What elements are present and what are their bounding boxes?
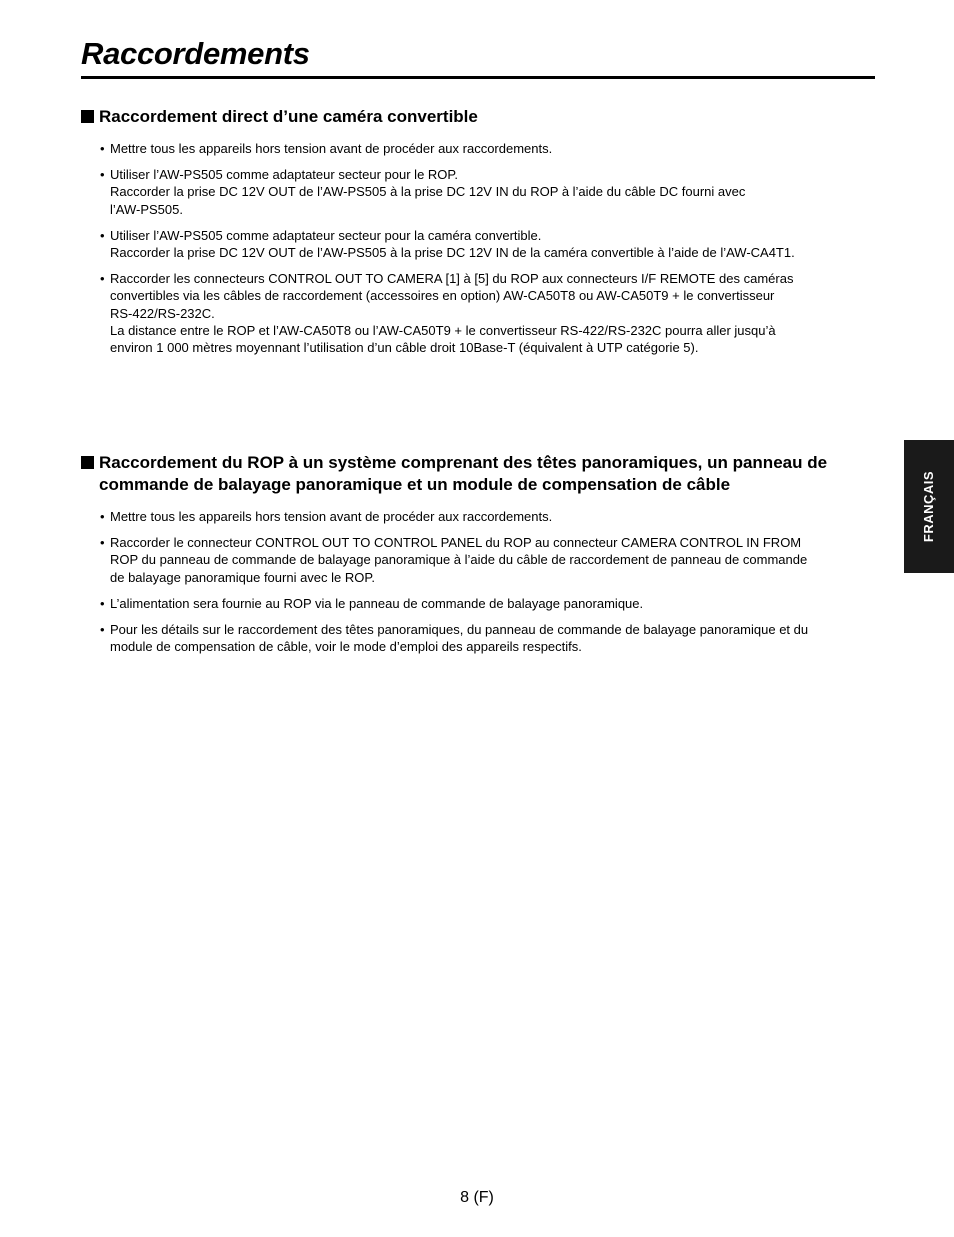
section-heading-text: Raccordement direct d’une caméra convertible	[99, 107, 478, 126]
page-title: Raccordements	[81, 36, 310, 71]
bullet-item	[100, 140, 875, 157]
bullet-text-line: Raccorder la prise DC 12V OUT de l’AW-PS505 à la prise DC 12V IN de la caméra convertible à l’aide de l’AW-CA4T1.	[110, 245, 795, 261]
bullet-text-line: ROP du panneau de commande de balayage panoramique à l’aide du câble de raccordement de panneau de commande	[110, 552, 808, 568]
black-square-icon	[81, 110, 94, 123]
bullet-text-line: module de compensation de câble, voir le mode d’emploi des appareils respectifs.	[110, 639, 582, 655]
bullet-item	[100, 621, 875, 655]
title-divider	[81, 76, 875, 79]
bullet-dot-icon: •	[100, 227, 105, 243]
bullet-text-line: environ 1 000 mètres moyennant l’utilisation d’un câble droit 10Base-T (équivalent à UTP catégorie 5).	[110, 340, 699, 356]
bullet-item	[100, 534, 875, 586]
bullet-text-line: Utiliser l’AW-PS505 comme adaptateur secteur pour la caméra convertible.	[110, 227, 542, 243]
bullet-item	[100, 166, 875, 218]
bullet-dot-icon: •	[100, 271, 105, 287]
bullet-text-line: Mettre tous les appareils hors tension avant de procéder aux raccordements.	[110, 509, 553, 524]
bullet-text-line: Mettre tous les appareils hors tension avant de procéder aux raccordements.	[110, 141, 553, 156]
bullet-item	[100, 595, 875, 612]
section-system-connection	[81, 452, 875, 664]
language-tab-label: FRANÇAIS	[921, 470, 937, 543]
bullet-text-line: L’alimentation sera fournie au ROP via le panneau de commande de balayage panoramique.	[110, 595, 644, 611]
bullet-dot-icon: •	[100, 167, 105, 183]
section-heading	[81, 106, 875, 128]
bullet-text-line: l’AW-PS505.	[110, 201, 183, 217]
bullet-item	[100, 227, 875, 261]
section-heading-text: Raccordement du ROP à un système comprenant des têtes panoramiques, un panneau de commande de balayage panoramique et un module de compensation de câble	[99, 453, 828, 494]
bullet-list	[81, 140, 875, 356]
bullet-dot-icon: •	[100, 595, 105, 611]
bullet-text-line: Raccorder la prise DC 12V OUT de l’AW-PS505 à la prise DC 12V IN du ROP à l’aide du câble DC fourni avec	[110, 184, 746, 200]
bullet-text-line: convertibles via les câbles de raccordement (accessoires en option) AW-CA50T8 ou AW-CA50T9 + le convertisseur	[110, 288, 775, 304]
bullet-text-line: La distance entre le ROP et l’AW-CA50T8 ou l’AW-CA50T9 + le convertisseur RS-422/RS-232C pourra aller jusqu’à	[110, 322, 776, 338]
section-direct-connection	[81, 106, 875, 365]
bullet-dot-icon: •	[100, 535, 105, 551]
bullet-dot-icon: •	[100, 509, 105, 524]
bullet-text-line: Raccorder les connecteurs CONTROL OUT TO CAMERA [1] à [5] du ROP aux connecteurs I/F REMOTE des caméras	[110, 271, 794, 287]
bullet-dot-icon: •	[100, 622, 105, 638]
language-tab	[904, 440, 954, 573]
bullet-text-line: Utiliser l’AW-PS505 comme adaptateur secteur pour le ROP.	[110, 167, 459, 183]
bullet-list	[81, 508, 875, 655]
black-square-icon	[81, 456, 94, 469]
page-number: 8 (F)	[460, 1189, 494, 1206]
bullet-item	[100, 270, 875, 356]
section-heading	[81, 452, 875, 496]
bullet-item	[100, 508, 875, 525]
bullet-text-line: Raccorder le connecteur CONTROL OUT TO CONTROL PANEL du ROP au connecteur CAMERA CONTROL IN FROM	[110, 535, 802, 551]
bullet-text-line: Pour les détails sur le raccordement des têtes panoramiques, du panneau de commande de balayage panoramique et du	[110, 622, 809, 638]
bullet-text-line: RS-422/RS-232C.	[110, 305, 215, 321]
bullet-dot-icon: •	[100, 141, 105, 156]
bullet-text-line: de balayage panoramique fourni avec le ROP.	[110, 569, 375, 585]
